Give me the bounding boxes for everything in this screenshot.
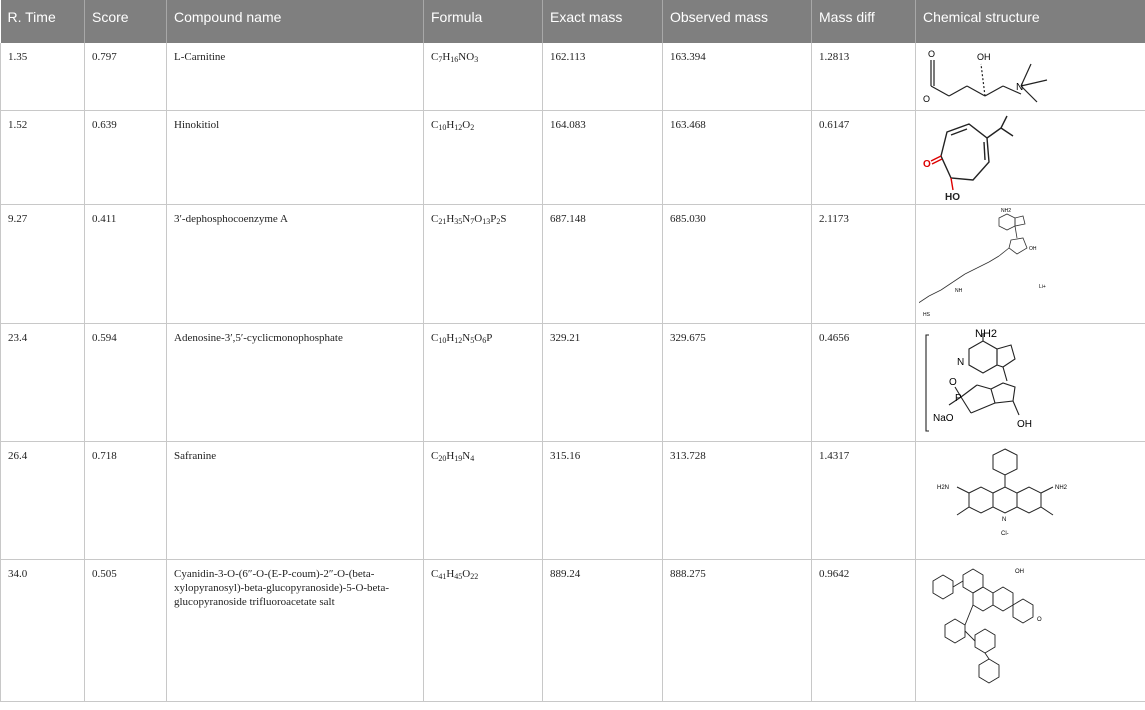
header-rtime: R. Time	[1, 0, 85, 43]
table-row	[1, 559, 1145, 701]
cell-rtime: 23.4	[1, 323, 85, 441]
structure-cyanidin-glycoside	[919, 563, 1069, 697]
cell-exact-mass: 162.113	[543, 43, 663, 110]
structure-label: NH2	[1055, 484, 1068, 491]
cell-exact-mass: 889.24	[543, 559, 663, 701]
cell-compound-name: Cyanidin-3-O-(6″-O-(E-P-coum)-2″-O-(beta-xylopyranosyl)-beta-glucopyranoside)-5-O-beta-glucopyranoside trifluoroacetate salt	[167, 559, 424, 701]
structure-label: N	[957, 356, 965, 368]
structure-label: N	[1002, 516, 1007, 523]
table-row	[1, 441, 1145, 559]
cell-formula: $C_{10}H_{12}N_5O_6P$	[424, 323, 543, 441]
cell-score: 0.639	[85, 110, 167, 204]
structure-camp	[919, 327, 1069, 437]
cell-score: 0.411	[85, 204, 167, 323]
structure-label: H2N	[937, 484, 950, 491]
cell-mass-diff: 0.4656	[812, 323, 916, 441]
header-observed-mass: Observed mass	[663, 0, 812, 43]
cell-mass-diff: 2.1173	[812, 204, 916, 323]
cell-exact-mass: 164.083	[543, 110, 663, 204]
cell-observed-mass: 163.394	[663, 43, 812, 110]
structure-label: O	[949, 376, 957, 388]
cell-compound-name: L-Carnitine	[167, 43, 424, 110]
table-row	[1, 43, 1145, 110]
structure-label: N	[1016, 82, 1024, 93]
header-formula: Formula	[424, 0, 543, 43]
cell-formula: $C_7H_{16}NO_3$	[424, 43, 543, 110]
cell-mass-diff: 1.4317	[812, 441, 916, 559]
cell-mass-diff: 0.6147	[812, 110, 916, 204]
structure-label: NH	[955, 287, 963, 294]
header-mass-diff: Mass diff	[812, 0, 916, 43]
cell-mass-diff: 0.9642	[812, 559, 916, 701]
cell-formula: $C_{10}H_{12}O_2$	[424, 110, 543, 204]
structure-label: OH	[977, 52, 991, 62]
cell-score: 0.797	[85, 43, 167, 110]
cell-observed-mass: 313.728	[663, 441, 812, 559]
structure-label: HS	[923, 311, 930, 318]
cell-exact-mass: 687.148	[543, 204, 663, 323]
cell-compound-name: Adenosine-3′,5′-cyclicmonophosphate	[167, 323, 424, 441]
cell-compound-name: 3′-dephosphocoenzyme A	[167, 204, 424, 323]
cell-structure	[916, 43, 1145, 110]
structure-l-carnitine	[919, 46, 1079, 104]
cell-structure	[916, 204, 1145, 323]
cell-structure	[916, 110, 1145, 204]
cell-rtime: 1.35	[1, 43, 85, 110]
structure-label: HO	[945, 191, 960, 202]
cell-observed-mass: 685.030	[663, 204, 812, 323]
structure-label: NaO	[933, 412, 954, 424]
structure-label: O	[928, 49, 936, 59]
structure-label: NH2	[975, 327, 998, 340]
structure-safranine	[919, 445, 1089, 555]
cell-formula: $C_{41}H_{45}O_{22}$	[424, 559, 543, 701]
structure-label: NH2	[1001, 207, 1012, 214]
cell-structure	[916, 441, 1145, 559]
cell-score: 0.594	[85, 323, 167, 441]
structure-label: O	[923, 94, 931, 104]
cell-score: 0.718	[85, 441, 167, 559]
cell-score: 0.505	[85, 559, 167, 701]
cell-structure	[916, 323, 1145, 441]
structure-label: OH	[1017, 418, 1032, 430]
structure-dephosphocoenzyme-a	[919, 208, 1139, 320]
structure-label: Cl-	[1001, 530, 1009, 537]
cell-observed-mass: 163.468	[663, 110, 812, 204]
cell-observed-mass: 329.675	[663, 323, 812, 441]
structure-label: O	[1037, 616, 1042, 623]
header-row	[1, 0, 1145, 43]
table-row	[1, 204, 1145, 323]
cell-exact-mass: 329.21	[543, 323, 663, 441]
cell-structure	[916, 559, 1145, 701]
cell-observed-mass: 888.275	[663, 559, 812, 701]
cell-rtime: 9.27	[1, 204, 85, 323]
structure-label: P	[955, 392, 962, 404]
header-chemical-structure: Chemical structure	[916, 0, 1145, 43]
structure-label: Li+	[1039, 283, 1046, 290]
table-row	[1, 323, 1145, 441]
cell-mass-diff: 1.2813	[812, 43, 916, 110]
cell-formula: $C_{21}H_{35}N_7O_{13}P_2S$	[424, 204, 543, 323]
structure-label: O	[923, 158, 931, 170]
cell-formula: $C_{20}H_{19}N_4$	[424, 441, 543, 559]
cell-exact-mass: 315.16	[543, 441, 663, 559]
table-row	[1, 110, 1145, 204]
cell-compound-name: Hinokitiol	[167, 110, 424, 204]
structure-hinokitiol	[919, 114, 1059, 202]
cell-rtime: 34.0	[1, 559, 85, 701]
header-compound-name: Compound name	[167, 0, 424, 43]
structure-label: OH	[1015, 568, 1024, 575]
structure-label: OH	[1029, 245, 1037, 252]
cell-compound-name: Safranine	[167, 441, 424, 559]
header-score: Score	[85, 0, 167, 43]
cell-rtime: 26.4	[1, 441, 85, 559]
cell-rtime: 1.52	[1, 110, 85, 204]
header-exact-mass: Exact mass	[543, 0, 663, 43]
